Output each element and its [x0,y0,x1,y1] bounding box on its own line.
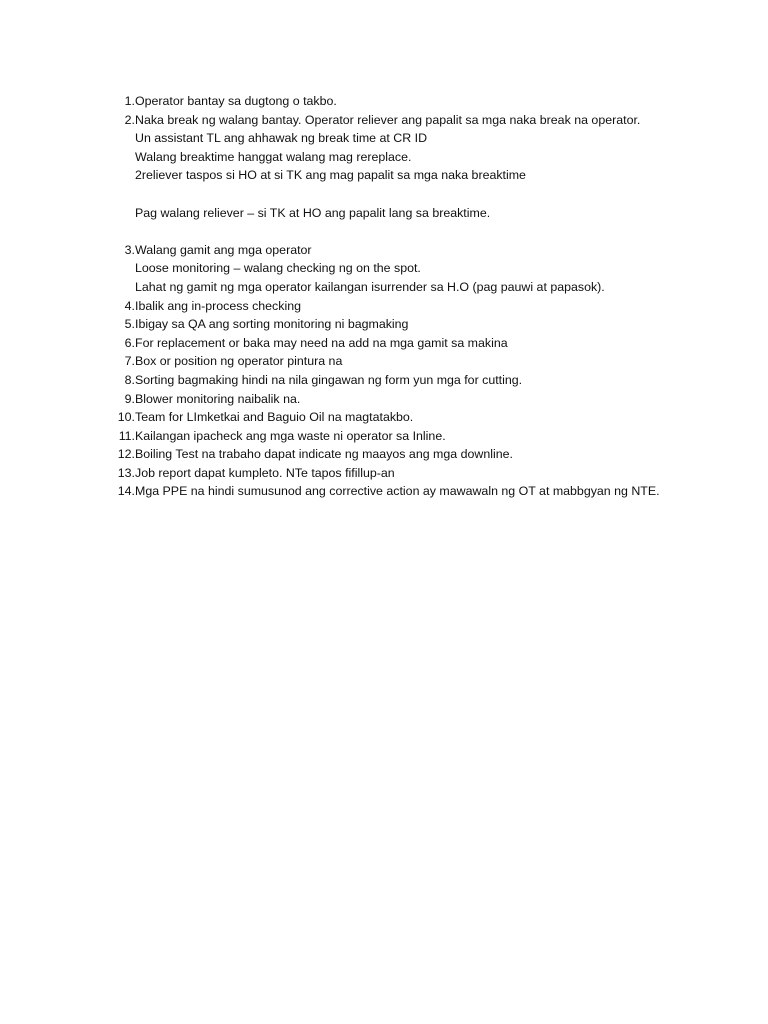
blank-line [135,222,640,241]
list-item-text [135,390,300,409]
list-item-text [135,315,408,334]
list-item-text [135,334,508,353]
list-item-text [135,352,342,371]
list-item-number-text: 12. [117,447,135,462]
list-item-text [135,427,446,446]
list-item-number [108,334,135,353]
list-item-number-text: 13. [117,465,135,480]
list-item-number [108,315,135,334]
list-item-number [108,482,135,501]
list-item-number-text: 11. [118,428,135,443]
blank-line [135,185,640,204]
list-item-line: Box or position ng operator pintura na [135,354,343,369]
list-item-number-text: 7. [124,354,135,369]
list-item-line: Ibalik ang in-process checking [135,298,301,313]
list-item-number [108,390,135,409]
list-item-line: Mga PPE na hindi sumusunod ang corrective action ay mawawaln ng OT at mabbgyan ng NTE. [135,484,660,499]
list-item-line: Naka break ng walang bantay. Operator reliever ang papalit sa mga naka break na operator. [135,112,641,127]
list-item-number [108,371,135,390]
list-item-text [135,371,522,390]
list-item-line: Ibigay sa QA ang sorting monitoring ni bagmaking [135,317,409,332]
list-item-line: Sorting bagmaking hindi na nila gingawan ng form yun mga for cutting. [135,372,523,387]
list-item-line: Kailangan ipacheck ang mga waste ni operator sa Inline. [135,428,446,443]
list-item-number [108,445,135,464]
list-item-number-text: 1. [124,94,135,108]
list-item [108,427,748,446]
list-item-text [135,445,513,464]
list-item-number-text: 8. [124,372,135,387]
list-item-text [135,297,301,316]
list-item-number-text: 14. [117,484,135,499]
list-item-line: Un assistant TL ang ahhawak ng break time at CR ID [135,131,428,146]
list-item [108,371,748,390]
list-item-number [108,352,135,371]
list-item-number [108,241,135,297]
list-item [108,241,748,297]
list-item-text [135,92,337,111]
list-item [108,445,748,464]
list-item-text [135,408,413,427]
numbered-list [108,92,748,501]
list-item-line: Operator bantay sa dugtong o takbo. [135,94,337,108]
list-item [108,92,748,111]
list-item-number-text: 6. [124,335,135,350]
list-item [108,482,748,501]
list-item-text [135,111,640,241]
list-item-line: Walang gamit ang mga operator [135,242,312,257]
list-item-number-text: 3. [124,242,135,257]
list-item [108,390,748,409]
list-item-number-text: 9. [124,391,135,406]
list-item-line: Team for LImketkai and Baguio Oil na magtatakbo. [135,410,414,425]
list-item-number [108,427,135,446]
list-item [108,111,748,241]
list-item-line: Job report dapat kumpleto. NTe tapos fifillup-an [135,465,395,480]
list-item [108,334,748,353]
list-item-text [135,482,660,501]
list-item-number [108,92,135,111]
list-item-line: Loose monitoring – walang checking ng on the spot. [135,261,421,276]
list-item [108,352,748,371]
list-item-line: 2reliever taspos si HO at si TK ang mag papalit sa mga naka breaktime [135,168,526,183]
list-item [108,408,748,427]
list-item-line: Walang breaktime hanggat walang mag rereplace. [135,149,412,164]
list-item-number-text: 10. [117,410,135,425]
list-item [108,297,748,316]
list-item-number [108,464,135,483]
list-item-number [108,408,135,427]
list-item-text [135,241,605,297]
list-item-line: Pag walang reliever – si TK at HO ang papalit lang sa breaktime. [135,205,491,220]
list-item-line: Blower monitoring naibalik na. [135,391,301,406]
list-item [108,315,748,334]
list-item-number [108,111,135,241]
list-item-text [135,464,395,483]
list-item-line: For replacement or baka may need na add na mga gamit sa makina [135,335,508,350]
list-item-line: Boiling Test na trabaho dapat indicate ng maayos ang mga downline. [135,447,513,462]
list-item-line: Lahat ng gamit ng mga operator kailangan isurrender sa H.O (pag pauwi at papasok). [135,279,605,294]
list-item-number-text: 2. [124,112,135,127]
list-item-number-text: 5. [124,317,135,332]
list-item [108,464,748,483]
list-item-number [108,297,135,316]
list-item-number-text: 4. [124,298,135,313]
